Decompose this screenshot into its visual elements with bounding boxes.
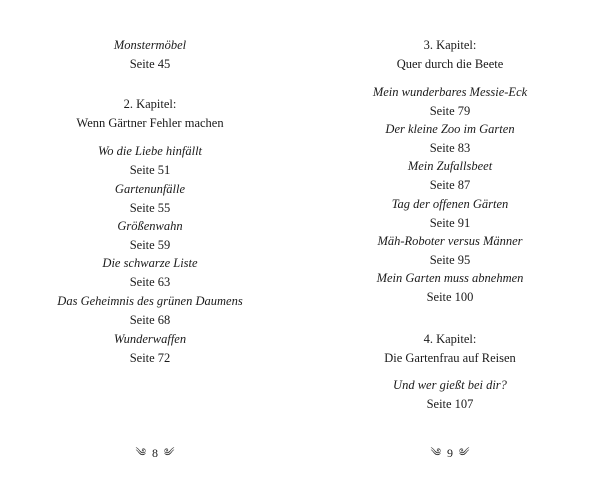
entry-page: Seite 55 bbox=[129, 201, 171, 215]
toc-entry bbox=[0, 217, 300, 255]
entry-page: Seite 87 bbox=[429, 178, 471, 192]
entry-title: Und wer gießt bei dir? bbox=[393, 378, 507, 392]
chapter-number: 3. Kapitel: bbox=[423, 38, 477, 52]
entry-page: Seite 59 bbox=[129, 238, 171, 252]
chapter-heading bbox=[300, 330, 600, 368]
entry-title: Mein wunderbares Messie-Eck bbox=[372, 85, 528, 99]
toc-entry bbox=[0, 142, 300, 180]
entry-title: Größenwahn bbox=[117, 219, 183, 233]
toc-entry bbox=[0, 330, 300, 368]
entry-title: Wunderwaffen bbox=[113, 332, 187, 346]
page-number bbox=[105, 444, 205, 461]
toc-entry bbox=[300, 376, 600, 414]
toc-entry bbox=[300, 120, 600, 158]
right-page bbox=[300, 0, 600, 500]
entry-title: Mäh-Roboter versus Männer bbox=[377, 234, 523, 248]
entry-page: Seite 72 bbox=[129, 351, 171, 365]
toc-entry bbox=[300, 232, 600, 270]
toc-entry bbox=[0, 36, 300, 74]
entry-page: Seite 63 bbox=[129, 275, 171, 289]
entry-title: Gartenunfälle bbox=[114, 182, 186, 196]
entry-page: Seite 45 bbox=[129, 57, 171, 71]
chapter-title: Quer durch die Beete bbox=[396, 57, 504, 71]
folio-number: 8 bbox=[152, 446, 158, 461]
right-ornament-icon: ༄ bbox=[164, 447, 175, 460]
folio-number: 9 bbox=[447, 446, 453, 461]
entry-title: Mein Garten muss abnehmen bbox=[376, 271, 524, 285]
entry-page: Seite 95 bbox=[429, 253, 471, 267]
entry-title: Tag der offenen Gärten bbox=[391, 197, 509, 211]
left-ornament-icon: ༄ bbox=[135, 447, 146, 460]
chapter-title: Die Gartenfrau auf Reisen bbox=[384, 351, 516, 365]
entry-page: Seite 100 bbox=[426, 290, 474, 304]
chapter-heading bbox=[0, 95, 300, 133]
chapter-number: 4. Kapitel: bbox=[423, 332, 477, 346]
entry-page: Seite 68 bbox=[129, 313, 171, 327]
entry-title: Die schwarze Liste bbox=[102, 256, 198, 270]
right-ornament-icon: ༄ bbox=[459, 447, 470, 460]
toc-entry bbox=[300, 269, 600, 307]
entry-title: Monstermöbel bbox=[113, 38, 187, 52]
entry-page: Seite 79 bbox=[429, 104, 471, 118]
entry-title: Wo die Liebe hinfällt bbox=[97, 144, 203, 158]
chapter-title: Wenn Gärtner Fehler machen bbox=[76, 116, 224, 130]
page-number bbox=[400, 444, 500, 461]
entry-title: Der kleine Zoo im Garten bbox=[385, 122, 515, 136]
entry-title: Das Geheimnis des grünen Daumens bbox=[57, 294, 243, 308]
entry-page: Seite 51 bbox=[129, 163, 171, 177]
left-ornament-icon: ༄ bbox=[430, 447, 441, 460]
toc-entry bbox=[300, 83, 600, 121]
entry-page: Seite 83 bbox=[429, 141, 471, 155]
toc-entry bbox=[0, 292, 300, 330]
entry-page: Seite 107 bbox=[426, 397, 474, 411]
toc-entry bbox=[0, 180, 300, 218]
toc-entry bbox=[300, 157, 600, 195]
entry-page: Seite 91 bbox=[429, 216, 471, 230]
toc-entry bbox=[300, 195, 600, 233]
toc-entry bbox=[0, 254, 300, 292]
chapter-heading bbox=[300, 36, 600, 74]
chapter-number: 2. Kapitel: bbox=[123, 97, 177, 111]
entry-title: Mein Zufallsbeet bbox=[407, 159, 493, 173]
